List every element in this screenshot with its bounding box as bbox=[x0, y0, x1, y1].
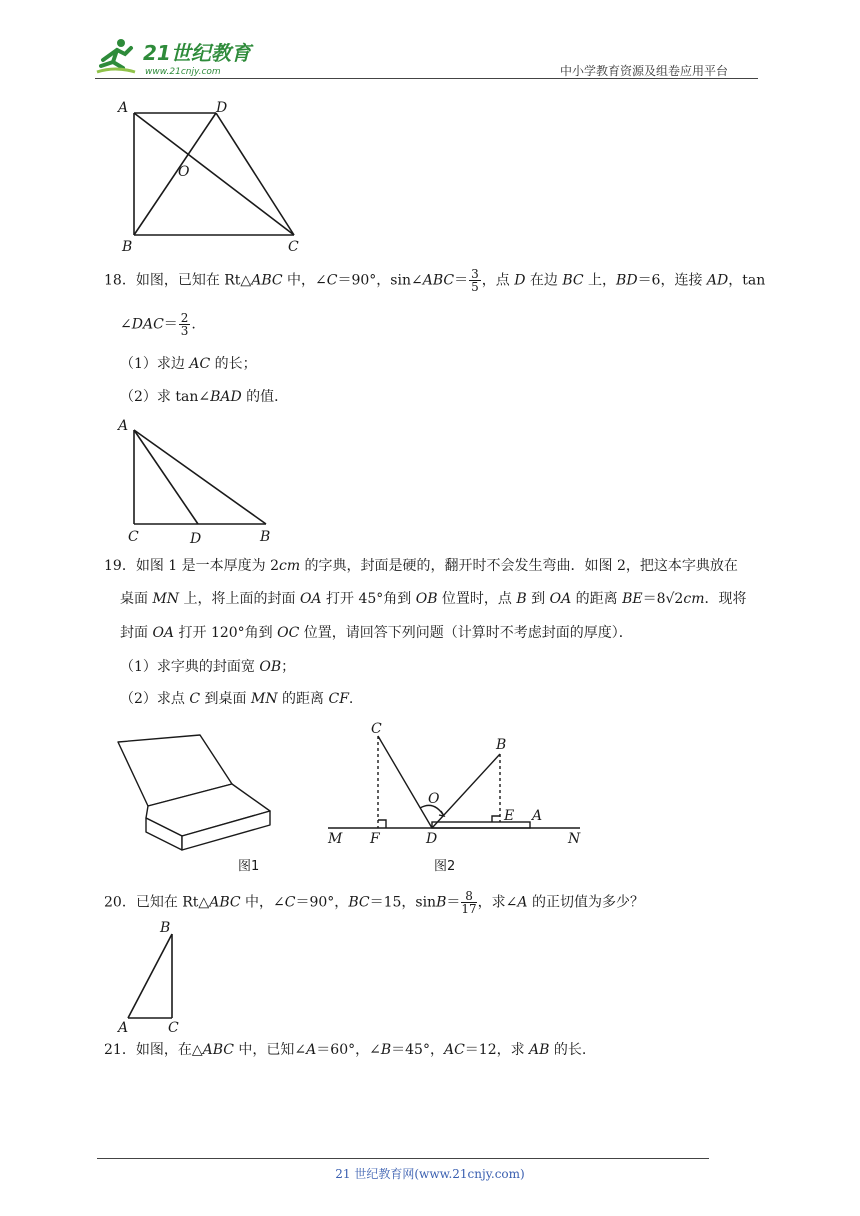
q19-line3: 封面 OA 打开 120°角到 OC 位置，请回答下列问题（计算时不考虑封面的厚度）． bbox=[120, 625, 633, 641]
fig20-label-a: A bbox=[118, 1020, 129, 1034]
q19-sub2: （2）求点 C 到桌面 MN 的距离 CF. bbox=[120, 691, 354, 707]
q21-line: 21．如图，在△ABC 中，已知∠A＝60°，∠B＝45°，AC＝12，求 AB 的长. bbox=[104, 1042, 587, 1058]
runner-logo-icon bbox=[97, 39, 135, 72]
fig18-label-d: D bbox=[190, 531, 202, 547]
fig17-label-d: D bbox=[216, 100, 228, 116]
footer-divider bbox=[97, 1158, 709, 1159]
fraction-8-17: $\frac{8}{17}$ bbox=[461, 889, 477, 916]
fig17-label-c: C bbox=[288, 239, 299, 255]
q18-line2: ∠DAC＝ $\frac{2}{3}$ . bbox=[120, 311, 196, 338]
figure-q20 bbox=[112, 916, 192, 1034]
fraction-2-3: $\frac{2}{3}$ bbox=[180, 311, 189, 338]
figure-q19-geometry bbox=[322, 716, 590, 876]
logo-url: www.21cnjy.com bbox=[145, 67, 221, 77]
q20-line: 20．已知在 Rt△ABC 中，∠C＝90°，BC＝15，sinB＝ $\frac{8}{17}$ ，求∠A 的正切值为多少？ bbox=[104, 889, 644, 916]
fig2-label-a: A bbox=[532, 808, 543, 824]
fig2-label-e: E bbox=[504, 808, 515, 824]
fig1-caption: 图1 bbox=[238, 859, 260, 874]
fraction-3-5: $\frac{3}{5}$ bbox=[471, 267, 479, 294]
figure-q18 bbox=[110, 414, 290, 550]
fig2-label-n: N bbox=[568, 831, 581, 847]
fig2-label-c: C bbox=[371, 721, 382, 737]
q19-sub1: （1）求字典的封面宽 OB； bbox=[120, 659, 296, 675]
fig18-label-a: A bbox=[118, 418, 129, 434]
header-divider bbox=[95, 78, 758, 79]
fig17-label-b: B bbox=[122, 239, 133, 255]
figure-q17 bbox=[110, 96, 320, 258]
site-logo bbox=[95, 36, 260, 78]
fig2-label-f: F bbox=[370, 831, 380, 847]
q19-line2: 桌面 MN 上，将上面的封面 OA 打开 45°角到 OB 位置时，点 B 到 OA 的距离 BE＝8√2cm．现将 bbox=[120, 591, 747, 607]
fig20-label-b: B bbox=[160, 920, 171, 936]
fig18-label-b: B bbox=[260, 529, 271, 545]
q18-sub1: （1）求边 AC 的长； bbox=[120, 356, 257, 372]
fig17-label-a: A bbox=[118, 100, 129, 116]
footer-link[interactable]: 21 世纪教育网(www.21cnjy.com) bbox=[335, 1167, 525, 1181]
fig20-label-c: C bbox=[168, 1020, 179, 1034]
header-platform-text: 中小学教育资源及组卷应用平台 bbox=[560, 64, 729, 78]
fig2-label-o: O bbox=[428, 791, 440, 807]
q18-sub2: （2）求 tan∠BAD 的值． bbox=[120, 389, 289, 405]
fig2-label-d: D bbox=[426, 831, 438, 847]
logo-text: 21世纪教育 bbox=[143, 41, 251, 65]
fig2-caption: 图2 bbox=[434, 859, 456, 874]
q19-line1: 19．如图 1 是一本厚度为 2cm 的字典，封面是硬的，翻开时不会发生弯曲．如图 2，把这本字典放在 bbox=[104, 558, 738, 574]
fig2-label-m: M bbox=[328, 831, 343, 847]
fig17-label-o: O bbox=[178, 164, 190, 180]
fig18-label-c: C bbox=[128, 529, 139, 545]
fig2-label-b: B bbox=[496, 737, 507, 753]
q18-line1: 18．如图，已知在 Rt△ABC 中，∠C＝90°，sin∠ABC＝ $\frac{3}{5}$ ，点 D 在边 BC 上，BD＝6，连接 AD，tan bbox=[104, 267, 766, 294]
figure-q19-dictionary bbox=[112, 726, 282, 876]
